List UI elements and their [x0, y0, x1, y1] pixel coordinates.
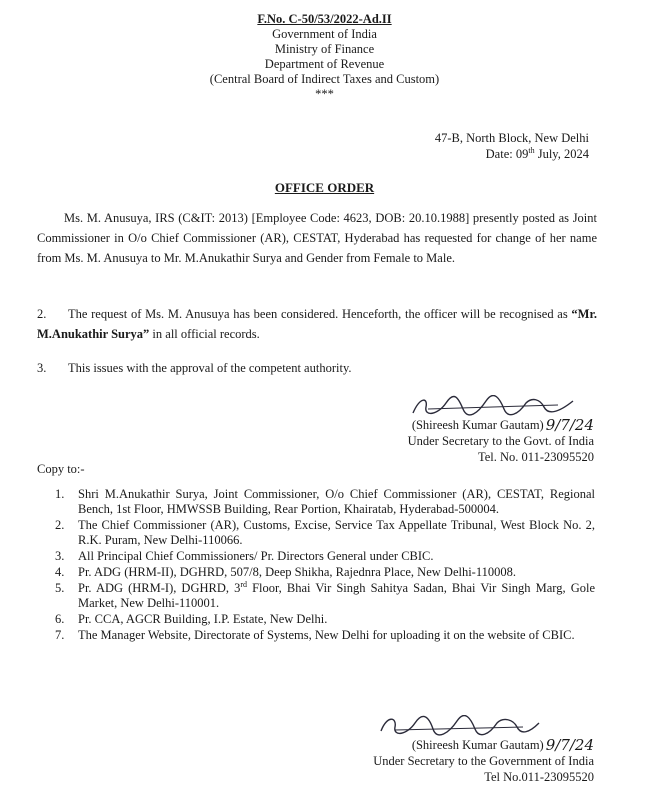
- address-block: [435, 130, 589, 162]
- signatory-designation: Under Secretary to the Government of India: [373, 754, 594, 768]
- order-date: Date: 09th July, 2024: [485, 145, 589, 161]
- list-item: 5. Pr. ADG (HRM-I), DGHRD, 3rd Floor, Bhai Vir Singh Sahitya Sadan, Bhai Vir Singh Marg, Gole Market, New Delhi-110001.: [55, 579, 595, 610]
- signatory-telephone: Tel No.011-23095520: [484, 770, 594, 784]
- copy-to-list: [55, 487, 595, 644]
- signature-block-1: [408, 395, 594, 465]
- header-separator: ***: [315, 87, 334, 101]
- list-item: 3. All Principal Chief Commissioners/ Pr. Directors General under CBIC.: [55, 549, 434, 563]
- signatory-name: (Shireesh Kumar Gautam): [411, 738, 544, 752]
- list-item: 6. Pr. CCA, AGCR Building, I.P. Estate, New Delhi.: [55, 612, 328, 626]
- copy-to-label: Copy to:-: [37, 462, 85, 476]
- handwritten-signature: [373, 715, 543, 737]
- signatory-telephone: Tel. No. 011-23095520: [477, 450, 594, 464]
- file-number: F.No. C-50/53/2022-Ad.II: [257, 12, 392, 26]
- order-title: OFFICE ORDER: [274, 180, 375, 195]
- list-item: 4. Pr. ADG (HRM-II), DGHRD, 507/8, Deep Shikha, Rajednra Place, New Delhi-110008.: [55, 565, 517, 579]
- list-item: 2. The Chief Commissioner (AR), Customs, Excise, Service Tax Appellate Tribunal, West Block No. 2, R.K. Puram, New Delhi-110066.: [55, 518, 595, 547]
- header-line-department: Department of Revenue: [264, 57, 385, 71]
- list-item: 1. Shri M.Anukathir Surya, Joint Commissioner, O/o Chief Commissioner (AR), CESTAT, Regional Bench, 1st Floor, HMWSSB Building, Rear Portion, Khairatab, Hyderabad-500004.: [55, 487, 595, 516]
- handwritten-date: 9/7/24: [545, 416, 594, 434]
- header-line-government: Government of India: [272, 27, 377, 41]
- handwritten-signature: [408, 395, 578, 417]
- office-address: 47-B, North Block, New Delhi: [434, 131, 589, 145]
- paragraph-1: Ms. M. Anusuya, IRS (C&IT: 2013) [Employee Code: 4623, DOB: 20.10.1988] presently posted as Joint Commissioner in O/o Chief Commissioner (AR), CESTAT, Hyderabad has requested for change of her name from Ms. M. Anusuya to Mr. M.Anukathir Surya and Gender from Female to Male.: [37, 211, 597, 265]
- list-item: 7. The Manager Website, Directorate of Systems, New Delhi for uploading it on the website of CBIC.: [55, 628, 575, 642]
- paragraph-2: 2. The request of Ms. M. Anusuya has been considered. Henceforth, the officer will be recognised as “Mr. M.Anukathir Surya” in all official records.: [37, 304, 597, 344]
- paragraph-number: 2.: [37, 307, 47, 321]
- signatory-designation: Under Secretary to the Govt. of India: [407, 434, 594, 448]
- handwritten-date: 9/7/24: [545, 736, 594, 754]
- paragraph-3: 3. This issues with the approval of the competent authority.: [37, 358, 597, 378]
- signature-block-2: [373, 715, 594, 785]
- letterhead: [0, 12, 649, 102]
- signatory-name: (Shireesh Kumar Gautam): [411, 418, 544, 432]
- header-line-board: (Central Board of Indirect Taxes and Custom): [209, 72, 440, 86]
- header-line-ministry: Ministry of Finance: [274, 42, 375, 56]
- new-name-highlight: “Mr. M.Anukathir Surya”: [37, 307, 597, 341]
- paragraph-number: 3.: [37, 361, 47, 375]
